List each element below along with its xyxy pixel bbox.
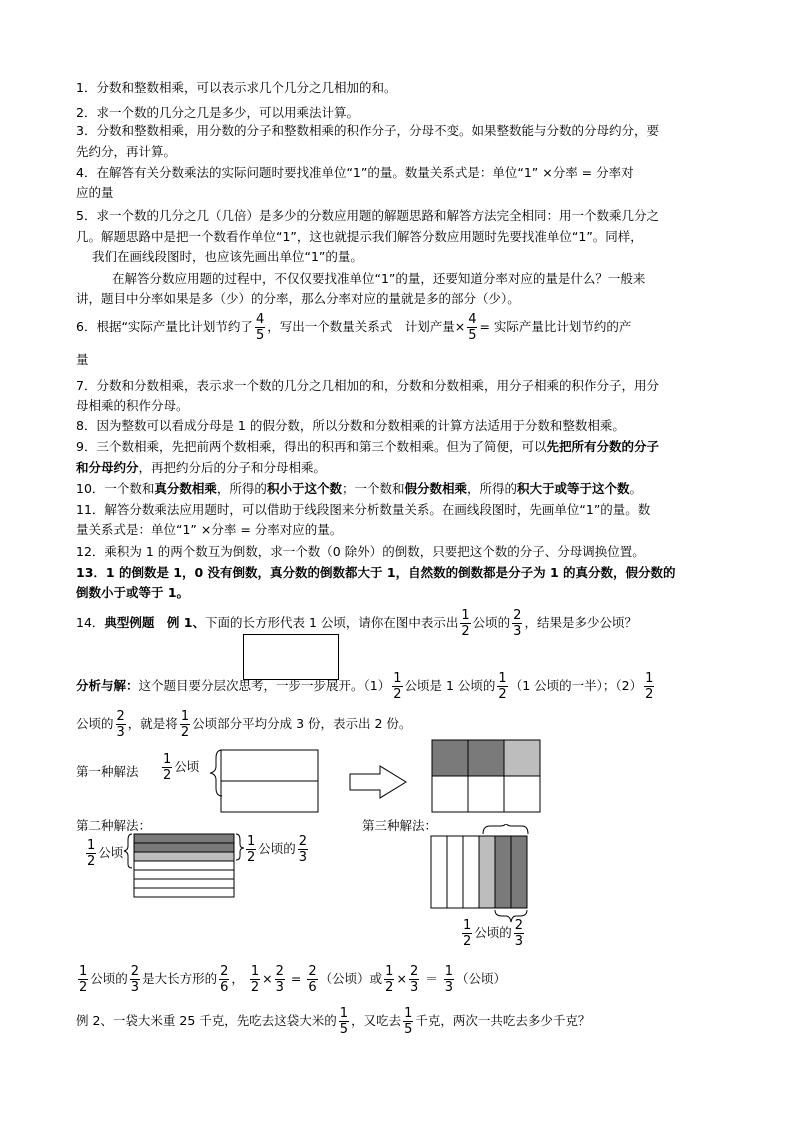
point-9-line-2: 和分母约分，再把约分后的分子和分母相乘。 (76, 460, 327, 475)
result-line: $\frac{1}{2}$ 公顷的 $\frac{2}{3}$ 是大长方形的 $\frac{2}{6}$ ， $\frac{1}{2}$ × $\frac{2}{3}$ = $\frac{2}{6}$ （公顷）或 $\frac{1}{2}$ × $\frac{2}{3}$ ＝ $\frac{1}{3}$ （公顷） (79, 964, 506, 995)
point-12: 12．乘积为 1 的两个数互为倒数，求一个数（0 除外）的倒数，只要把这个数的分子、分母调换位置。 (76, 544, 645, 559)
fraction-1-2: $\frac{1}{2}$ (461, 608, 470, 639)
point-4-line-2: 应的量 (76, 185, 114, 200)
solution-2-left-label: $\frac{1}{2}$ 公顷 (87, 838, 124, 869)
fraction-1-2: $\frac{1}{2}$ (645, 671, 654, 702)
point-3-line-2: 先约分，再计算。 (76, 144, 177, 159)
solution-1-result-grid (431, 739, 543, 815)
point-1: 1．分数和整数相乘，可以表示求几个几分之几相加的和。 (76, 80, 397, 95)
point-9-line-1: 9．三个数相乘，先把前两个数相乘，得出的积再和第三个数相乘。但为了简便，可以先把所有分数的分子 (76, 439, 659, 454)
point-11-line-1: 11．解答分数乘法应用题时，可以借助于线段图来分析数量关系。在画线段图时，先画单位“1”的量。数 (76, 502, 651, 517)
point-11-line-2: 量关系式是：单位“1” ×分率 = 分率对应的量。 (76, 522, 343, 537)
point-14-example-1: 14．典型例题 例 1、下面的长方形代表 1 公顷，请你在图中表示出 $\frac{1}{2}$ 公顷的 $\frac{2}{3}$ ，结果是多少公顷？ (76, 608, 637, 639)
point-13-line-2: 倒数小于或等于 1。 (76, 585, 190, 600)
solution-2-diagram (122, 830, 246, 910)
point-3-line-1: 3．分数和整数相乘，用分数的分子和整数相乘的积作分子，分母不变。如果整数能与分数的分母约分，要 (76, 123, 659, 138)
fraction-1-2: $\frac{1}{2}$ (498, 671, 507, 702)
point-5-line-3: 我们在画线段图时，也应该先画出单位“1”的量。 (92, 249, 363, 264)
fraction-2-3: $\frac{2}{3}$ (116, 709, 125, 740)
analysis-line-2: 公顷的 $\frac{2}{3}$ ，就是将 $\frac{1}{2}$ 公顷部分平均分成 3 份，表示出 2 份。 (76, 709, 412, 740)
point-7-line-2: 母相乘的积作分母。 (76, 398, 189, 413)
fraction-1-2: $\frac{1}{2}$ (393, 671, 402, 702)
solution-3-label-bottom: $\frac{1}{2}$ 公顷的 $\frac{2}{3}$ (463, 918, 524, 949)
fraction-4-5: $\frac{4}{5}$ (255, 312, 265, 343)
solution-1-label: 第一种解法 (76, 764, 139, 779)
analysis-line-1: 分析与解：这个题目要分层次思考，一步一步展开。（1） $\frac{1}{2}$ 公顷是 1 公顷的 $\frac{1}{2}$ （1 公顷的一半）；（2） $\frac{1}{2}$ (76, 671, 654, 702)
point-6-line-2: 量 (76, 352, 89, 367)
fraction-1-2: $\frac{1}{2}$ (180, 709, 190, 740)
solution-3-diagram (428, 824, 532, 924)
solution-3-label: 第三种解法： (362, 818, 438, 833)
solution-2-label: 第二种解法： (76, 818, 152, 833)
point-5-line-1: 5．求一个数的几分之几（几倍）是多少的分数应用题的解题思路和解答方法完全相同：用一个数乘几分之 (76, 208, 659, 223)
example-2: 例 2、一袋大米重 25 千克，先吃去这袋大米的 $\frac{1}{5}$ ，又吃去 $\frac{1}{5}$ 千克，两次一共吃去多少千克？ (76, 1006, 591, 1037)
point-4-line-1: 4．在解答有关分数乘法的实际问题时要找准单位“1”的量。数量关系式是：单位“1” ×分率 = 分率对 (76, 165, 634, 180)
point-5-line-4: 在解答分数应用题的过程中，不仅仅要找准单位“1”的量，还要知道分率对应的量是什么？一般来 (112, 271, 646, 286)
point-2: 2．求一个数的几分之几是多少，可以用乘法计算。 (76, 105, 359, 120)
point-5-line-5: 讲，题目中分率如果是多（少）的分率，那么分率对应的量就是多的部分（少）。 (76, 291, 520, 306)
solution-1-fraction-label: $\frac{1}{2}$ 公顷 (163, 752, 200, 783)
point-7-line-1: 7．分数和分数相乘，表示求一个数的几分之几相加的和，分数和分数相乘，用分子相乘的积作分子，用分 (76, 378, 659, 393)
point-5-line-2: 几。解题思路中是把一个数看作单位“1”，这也就提示我们解答分数应用题时先要找准单位“1”。同样， (76, 229, 643, 244)
point-8: 8．因为整数可以看成分母是 1 的假分数，所以分数和分数相乘的计算方法适用于分数和整数相乘。 (76, 418, 625, 433)
fraction-2-3: $\frac{2}{3}$ (513, 608, 522, 639)
point-10: 10．一个数和真分数相乘，所得的积小于这个数；一个数和假分数相乘，所得的积大于或等于这个数。 (76, 481, 643, 496)
point-6-line-1: 6．根据“实际产量比计划节约了 $\frac{4}{5}$ ，写出一个数量关系式 计划产量× $\frac{4}{5}$ = 实际产量比计划节约的产 (76, 312, 632, 343)
point-13-line-1: 13．1 的倒数是 1，0 没有倒数，真分数的倒数都大于 1，自然数的倒数都是分子为 1 的真分数，假分数的 (76, 565, 676, 580)
solution-2-right-label: $\frac{1}{2}$ 公顷的 $\frac{2}{3}$ (247, 834, 308, 865)
fraction-4-5: $\frac{4}{5}$ (468, 312, 477, 343)
